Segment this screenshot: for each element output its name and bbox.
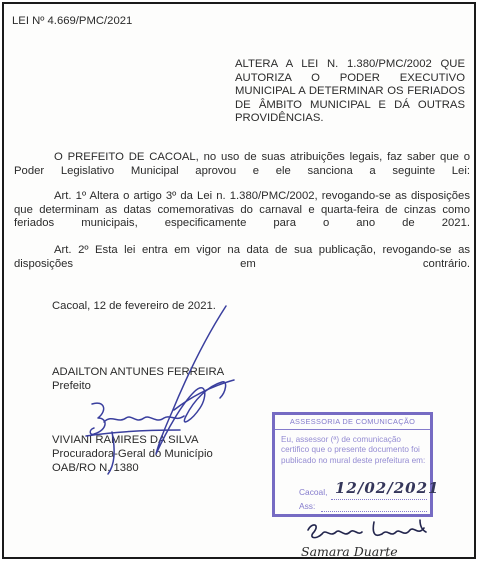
preamble-paragraph: O PREFEITO DE CACOAL, no uso de suas atribuições legais, faz saber que o Poder Legislativo Municipal aprovou e ele sanciona a seguinte Lei: xyxy=(14,151,470,177)
attorney-signature xyxy=(82,396,202,476)
stamp-sign-label: Ass: xyxy=(299,501,316,511)
stamp-date-line xyxy=(331,499,427,500)
law-document-page xyxy=(2,2,476,559)
stamp-handwritten-date: 12/02/2021 xyxy=(335,479,440,497)
stamp-certification-text: Eu, assessor (ª) de comunicação certifico que o presente documento foi publicado no mural deste prefeitura em: xyxy=(281,435,426,465)
place-and-date: Cacoal, 12 de fevereiro de 2021. xyxy=(52,300,216,312)
stamp-header: ASSESSORIA DE COMUNICAÇÃO xyxy=(275,415,430,430)
stamp-signer-name: Samara Duarte xyxy=(301,544,398,559)
signer-mayor-role: Prefeito xyxy=(52,380,91,392)
stamp-sign-line xyxy=(321,511,427,512)
signer-mayor-name: ADAILTON ANTUNES FERREIRA xyxy=(52,366,225,378)
article-1: Art. 1º Altera o artigo 3º da Lei n. 1.380/PMC/2002, revogando-se as disposições que determinam as datas comemorativas do carnaval e quarta-feira de cinzas como feriados municipais, especificamente para o ano de 2021. xyxy=(14,190,470,230)
stamp-city-label: Cacoal, xyxy=(299,487,328,497)
signer-attorney-name: VIVIANI RAMIRES DA SILVA xyxy=(52,434,199,446)
stamp-signer-role xyxy=(316,557,392,559)
signer-attorney-role: Procuradora-Geral do Município xyxy=(52,448,213,460)
article-2: Art. 2º Esta lei entra em vigor na data de sua publicação, revogando-se as disposições em contrário. xyxy=(14,244,470,270)
ementa-summary: ALTERA A LEI N. 1.380/PMC/2002 QUE AUTORIZA O PODER EXECUTIVO MUNICIPAL A DETERMINAR OS FERIADOS DE ÂMBITO MUNICIPAL E DÁ OUTRAS PROVIDÊNCIAS. xyxy=(235,58,465,125)
law-number: LEI Nº 4.669/PMC/2021 xyxy=(12,15,133,27)
publication-stamp xyxy=(272,412,440,517)
stamp-signature xyxy=(302,516,432,546)
signer-attorney-oab: OAB/RO N. 1380 xyxy=(52,462,139,474)
